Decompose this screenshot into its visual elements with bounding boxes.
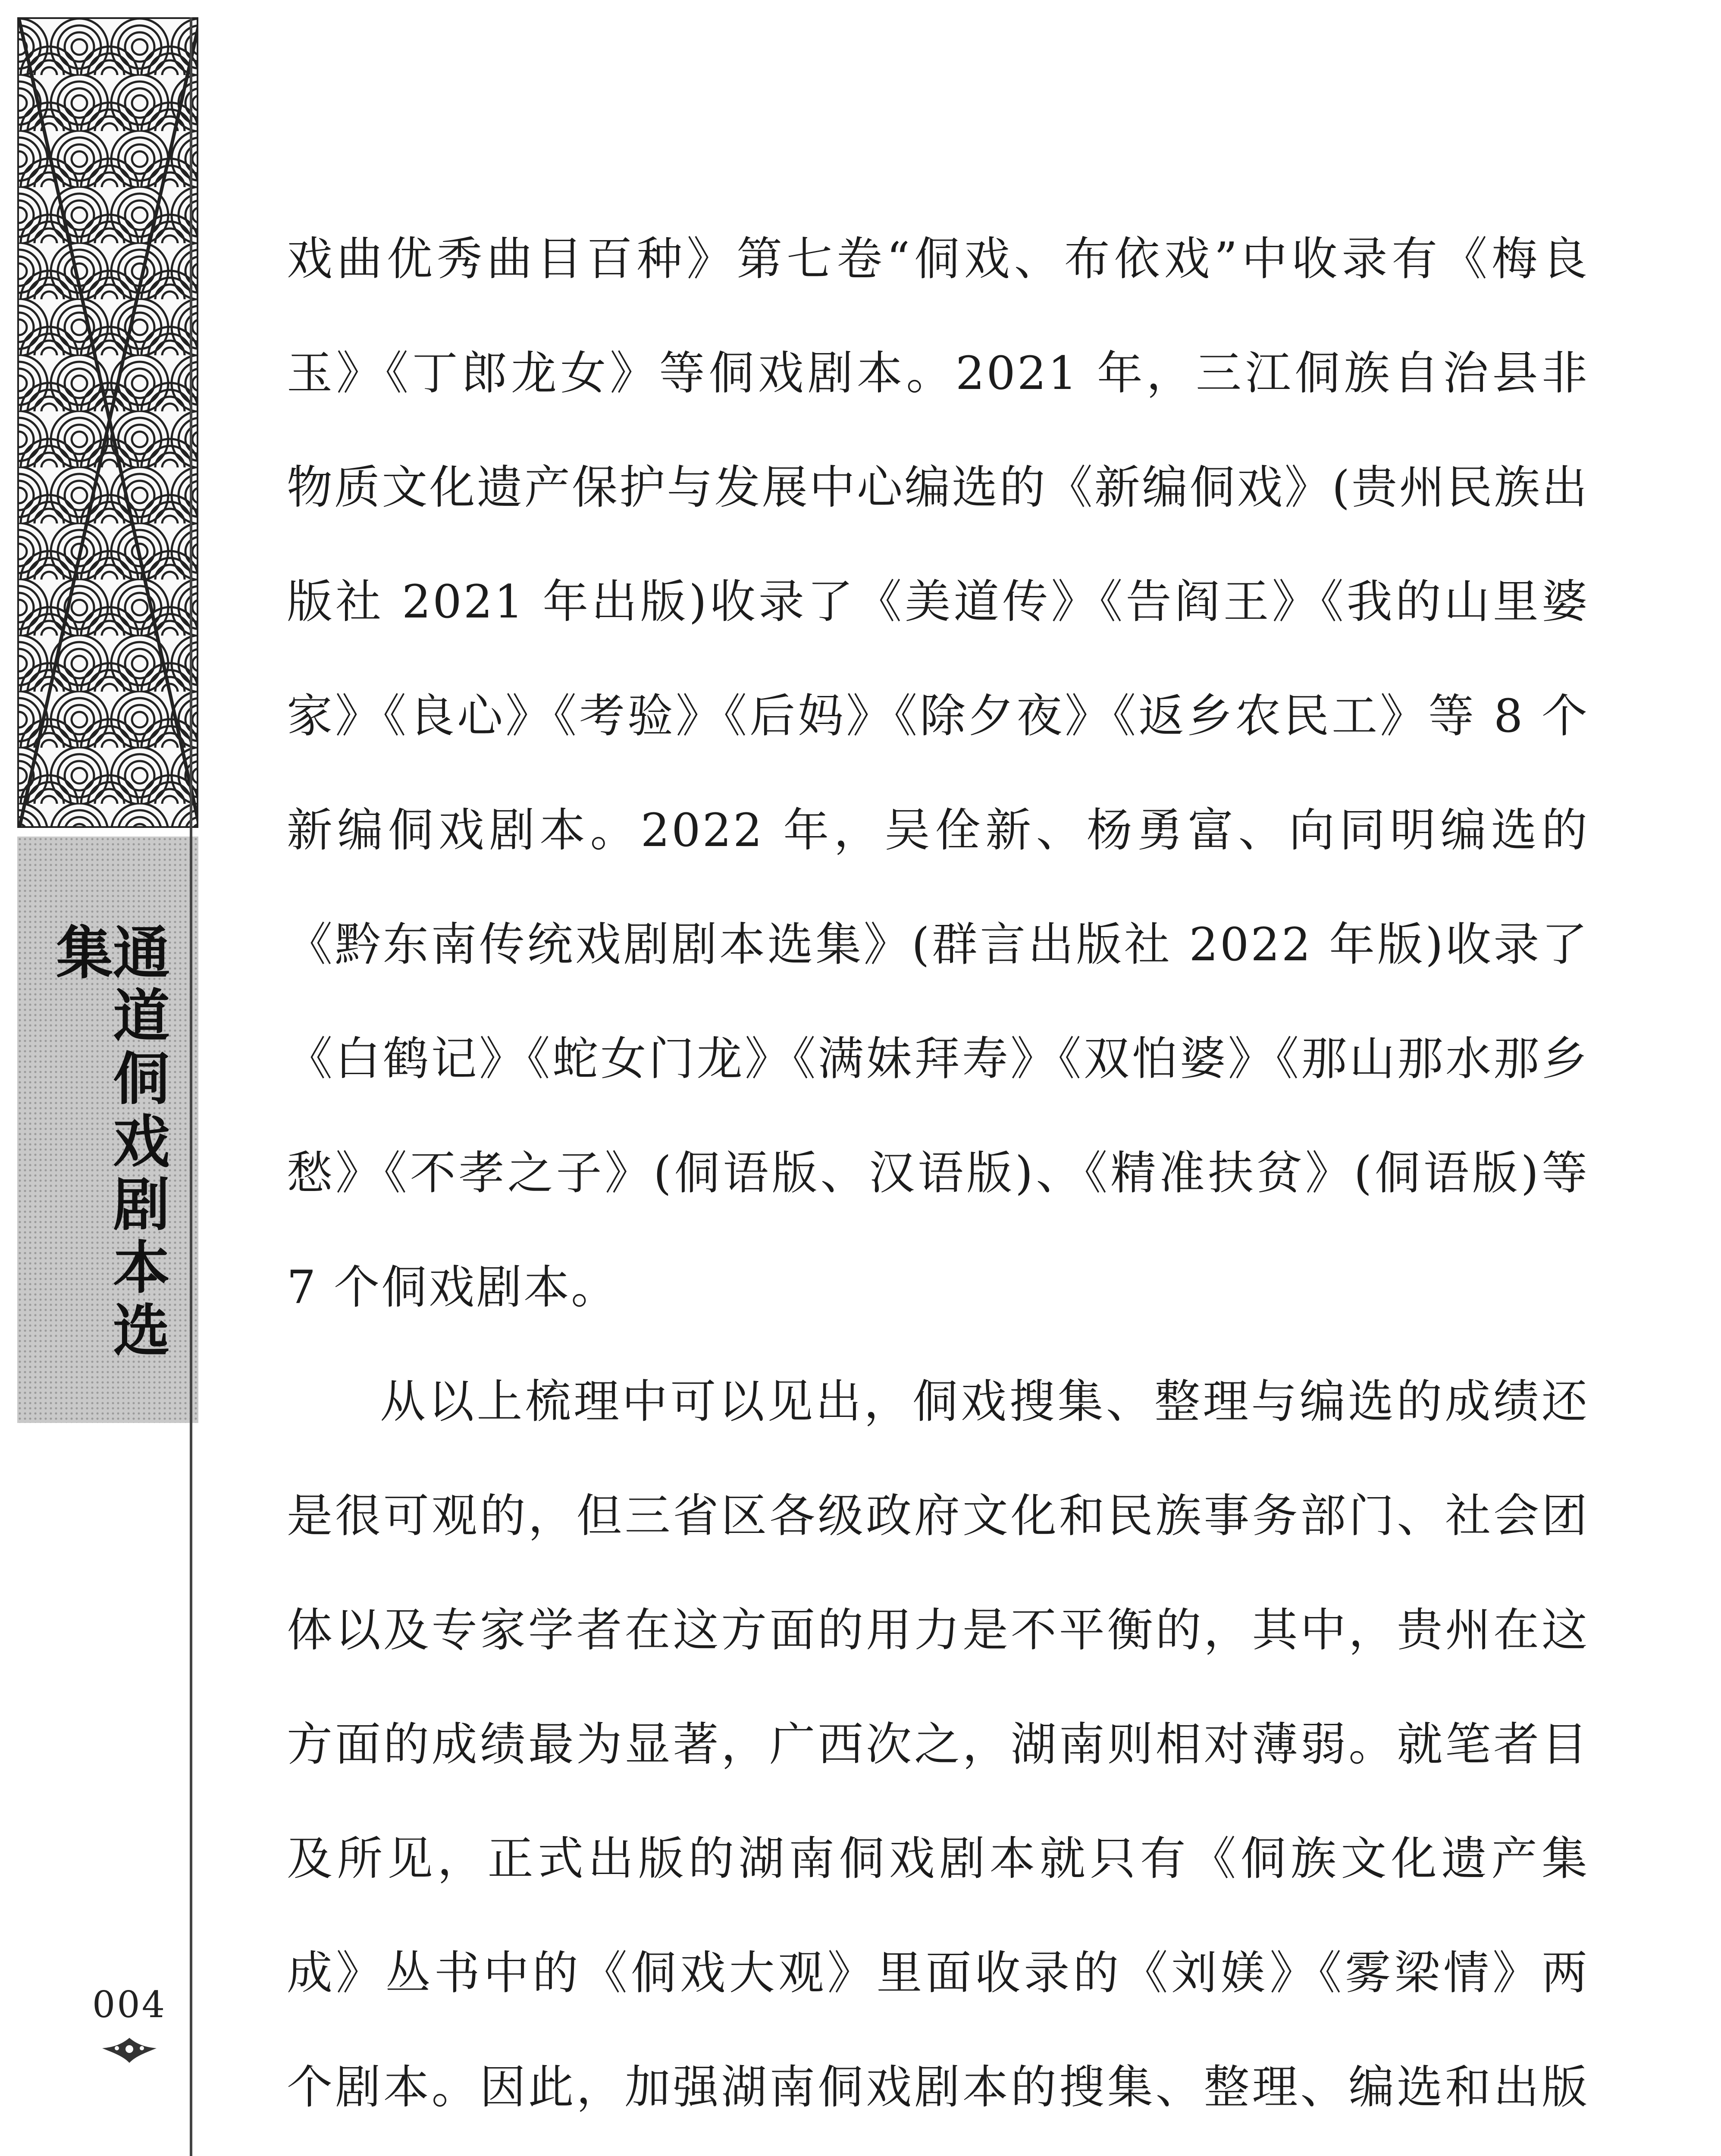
sidebar-title-block: [17, 837, 198, 1423]
cloud-pattern-decoration: [17, 17, 198, 828]
page-number: 004: [92, 1984, 167, 2026]
paragraph-2: 从以上梳理中可以见出，侗戏搜集、整理与编选的成绩还是很可观的，但三省区各级政府文化和民族事务部门、社会团体以及专家学者在这方面的用力是不平衡的，其中，贵州在这方面的成绩最为显著，广西次之，湖南则相对薄弱。就笔者目及所见，正式出版的湖南侗戏剧本就只有《侗族文化遗产集成》丛书中的《侗戏大观》里面收录的《刘媄》《雾梁情》两个剧本。因此，加强湖南侗戏剧本的搜集、整理、编选和出版: [287, 1375, 1589, 2114]
main-text: [287, 202, 1589, 2156]
sidebar: [17, 17, 198, 2156]
vertical-rule: [190, 17, 192, 2156]
book-title: 通道侗戏剧本选集: [46, 923, 169, 1363]
ornament-icon: [97, 2035, 162, 2065]
paragraph-1: 戏曲优秀曲目百种》第七卷“侗戏、布依戏”中收录有《梅良玉》《丁郎龙女》等侗戏剧本。2021 年，三江侗族自治县非物质文化遗产保护与发展中心编选的《新编侗戏》(贵州民族出版社 2021 年出版)收录了《美道传》《告阎王》《我的山里婆家》《良心》《考验》《后妈》《除夕夜》《返乡农民工》等 8 个新编侗戏剧本。2022 年，吴佺新、杨勇富、向同明编选的《黔东南传统戏剧剧本选集》(群言出版社 2022 年版)收录了《白鹤记》《蛇女门龙》《满妹拜寿》《双怕婆》《那山那水那乡愁》《不孝之子》(侗语版、汉语版)、《精准扶贫》(侗语版)等 7 个侗戏剧本。: [287, 232, 1589, 1314]
